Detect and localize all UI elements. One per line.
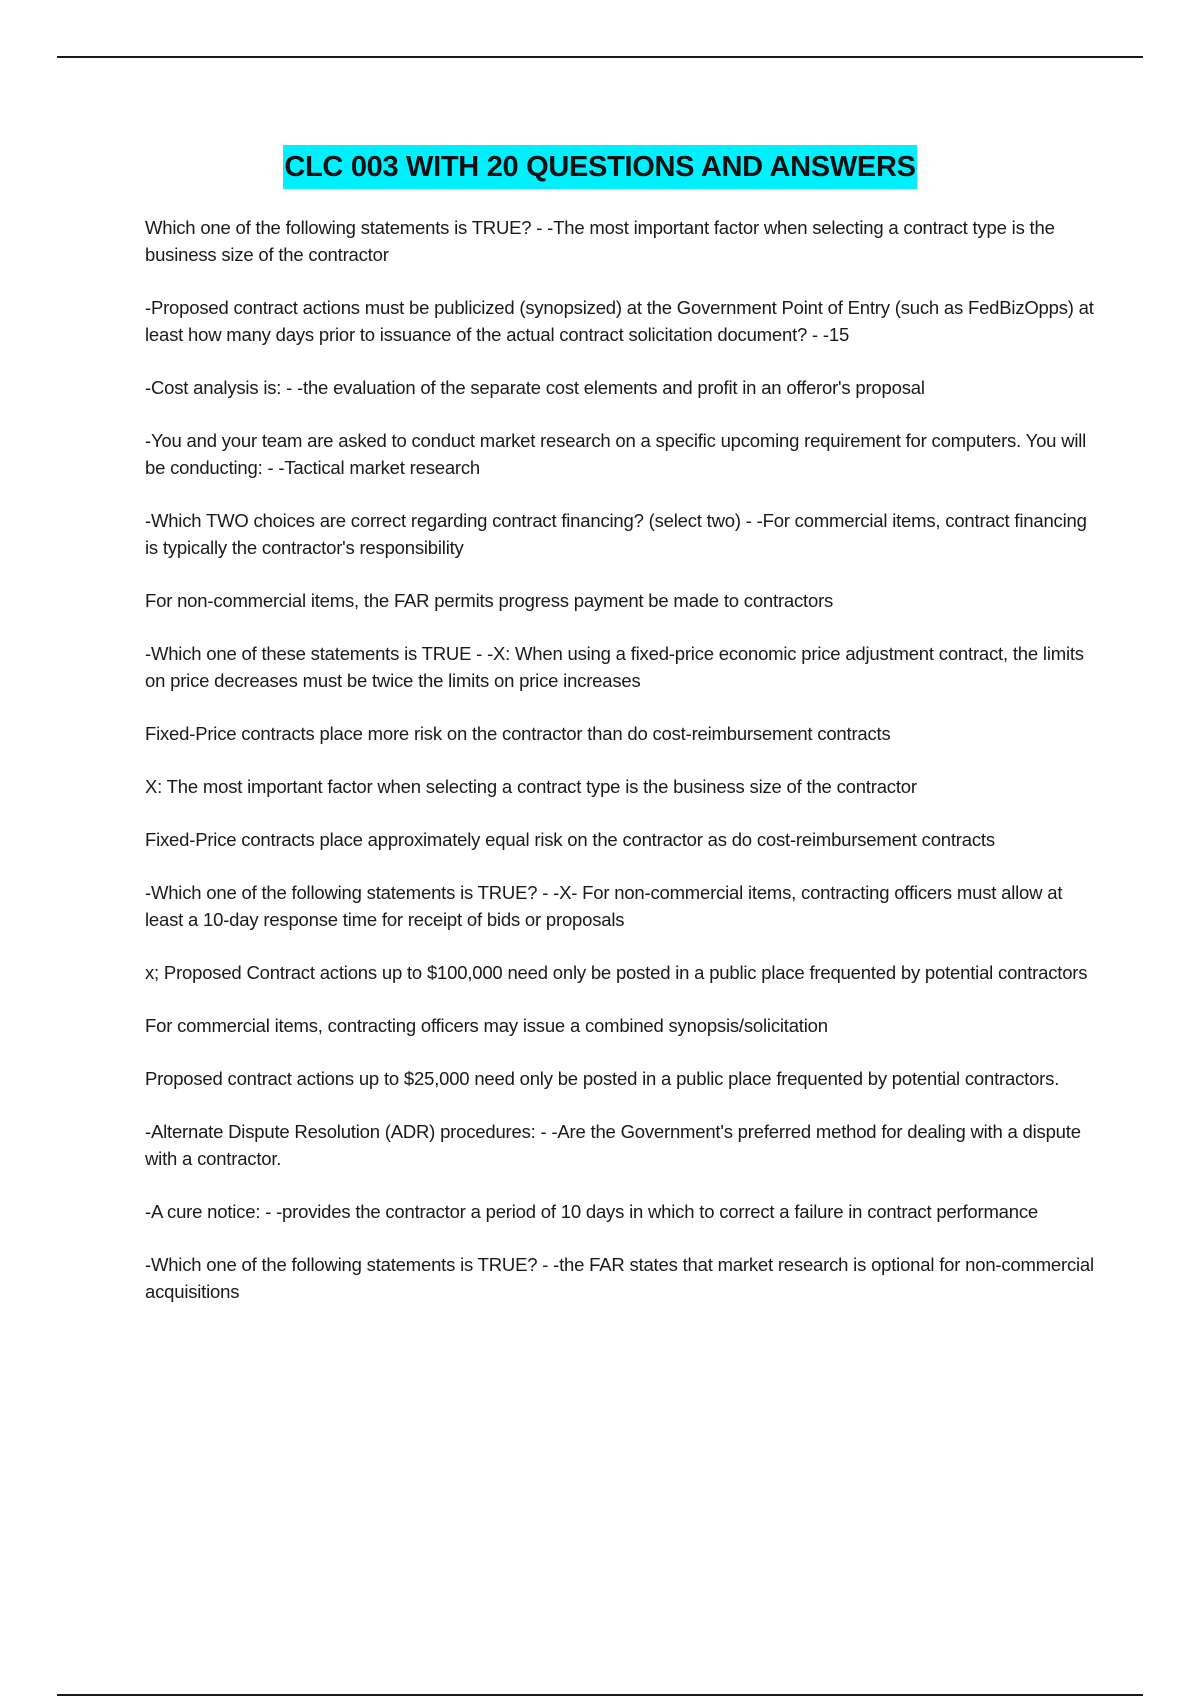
paragraph-7: -Which one of these statements is TRUE - -X: When using a fixed-price economic price adjustment contract, the limits on price decreases must be twice the limits on price increases <box>145 643 1084 691</box>
paragraph-14: Proposed contract actions up to $25,000 need only be posted in a public place frequented by potential contractors. <box>145 1068 1060 1089</box>
paragraph-3: -Cost analysis is: - -the evaluation of the separate cost elements and profit in an offeror's proposal <box>145 377 925 398</box>
footer-rule <box>57 1694 1143 1696</box>
header-rule <box>57 56 1143 58</box>
document-body <box>145 214 1095 1331</box>
paragraph-8: Fixed-Price contracts place more risk on the contractor than do cost-reimbursement contracts <box>145 723 891 744</box>
paragraph-13: For commercial items, contracting officers may issue a combined synopsis/solicitation <box>145 1015 828 1036</box>
paragraph-2: -Proposed contract actions must be publicized (synopsized) at the Government Point of Entry (such as FedBizOpps) at least how many days prior to issuance of the actual contract solicitation document? - -15 <box>145 297 1094 345</box>
paragraph-9: X: The most important factor when selecting a contract type is the business size of the contractor <box>145 776 917 797</box>
paragraph-6: For non-commercial items, the FAR permits progress payment be made to contractors <box>145 590 834 611</box>
paragraph-17: -Which one of the following statements is TRUE? - -the FAR states that market research is optional for non-commercial acquisitions <box>145 1254 1094 1302</box>
paragraph-5: -Which TWO choices are correct regarding contract financing? (select two) - -For commercial items, contract financing is typically the contractor's responsibility <box>145 510 1087 558</box>
paragraph-10: Fixed-Price contracts place approximately equal risk on the contractor as do cost-reimbursement contracts <box>145 829 995 850</box>
paragraph-15: -Alternate Dispute Resolution (ADR) procedures: - -Are the Government's preferred method for dealing with a dispute with a contractor. <box>145 1121 1081 1169</box>
paragraph-1: Which one of the following statements is TRUE? - -The most important factor when selecting a contract type is the business size of the contractor <box>145 217 1055 265</box>
paragraph-12: x; Proposed Contract actions up to $100,000 need only be posted in a public place frequented by potential contractors <box>145 962 1088 983</box>
paragraph-4: -You and your team are asked to conduct market research on a specific upcoming requirement for computers. You will be conducting: - -Tactical market research <box>145 430 1087 478</box>
paragraph-11: -Which one of the following statements is TRUE? - -X- For non-commercial items, contracting officers must allow at least a 10-day response time for receipt of bids or proposals <box>145 882 1063 930</box>
title-container <box>0 145 1200 189</box>
paragraph-16: -A cure notice: - -provides the contractor a period of 10 days in which to correct a failure in contract performance <box>145 1201 1038 1222</box>
document-title: CLC 003 WITH 20 QUESTIONS AND ANSWERS <box>283 145 916 189</box>
